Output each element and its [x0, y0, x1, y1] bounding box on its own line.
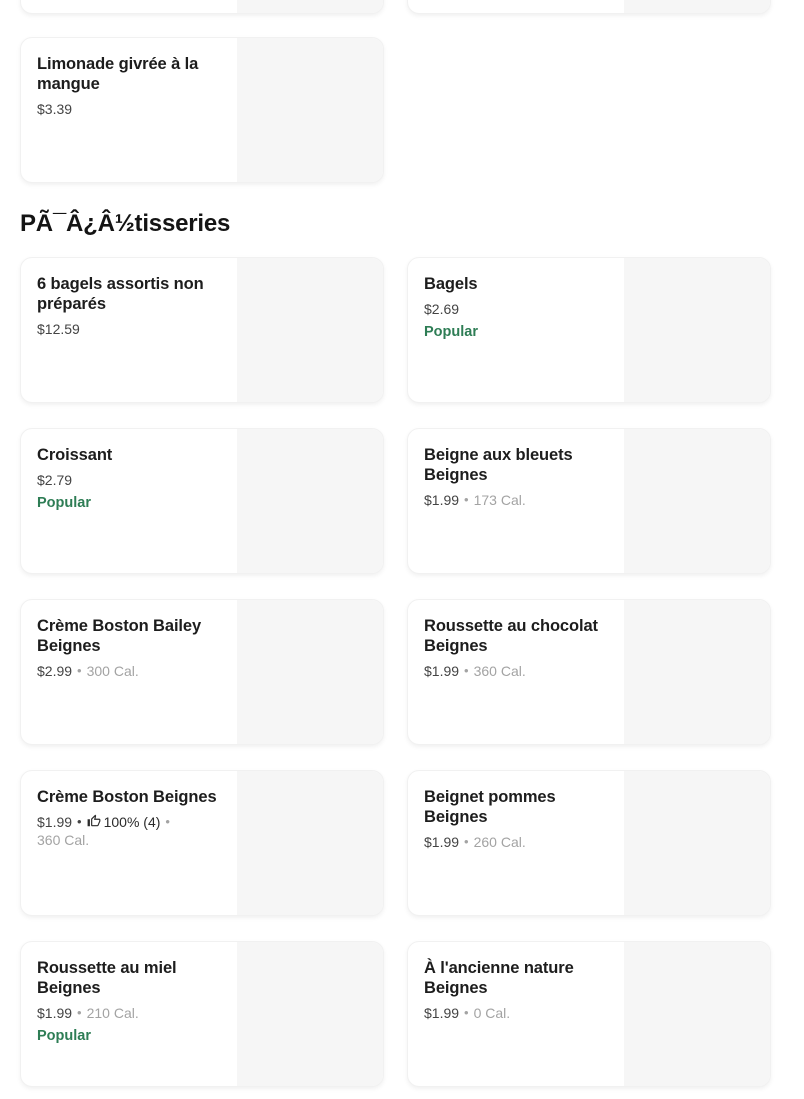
item-meta [37, 320, 225, 338]
item-image-placeholder [624, 600, 770, 744]
item-title: Limonade givrée à la mangue [37, 55, 199, 93]
partial-card-body [21, 0, 237, 13]
separator-dot: • [464, 1005, 469, 1020]
item-title: 6 bagels assortis non préparés [37, 275, 204, 313]
menu-item-card[interactable] [407, 257, 771, 403]
menu-item-card[interactable] [20, 599, 384, 745]
menu-item-body [21, 942, 237, 1086]
menu-item-card[interactable] [20, 428, 384, 574]
item-calories: 300 Cal. [86, 663, 139, 679]
menu-item-card[interactable] [20, 770, 384, 916]
item-title: Crème Boston Beignes [37, 788, 217, 806]
popular-badge: Popular [37, 495, 91, 511]
separator-dot: • [77, 1005, 82, 1020]
item-title: Roussette au miel Beignes [37, 959, 177, 997]
item-meta [37, 813, 225, 849]
item-calories: 210 Cal. [86, 1005, 139, 1021]
item-meta [424, 491, 612, 509]
item-price: $2.69 [424, 301, 460, 317]
item-image-placeholder [237, 429, 383, 573]
menu-item-body [21, 600, 237, 744]
item-meta [424, 1004, 612, 1022]
menu-item-body [21, 38, 237, 182]
item-meta [37, 471, 225, 489]
item-price: $12.59 [37, 321, 80, 337]
menu-item-body [21, 258, 237, 402]
item-price: $1.99 [37, 814, 73, 830]
menu-item-body [21, 771, 237, 915]
item-title: Crème Boston Bailey Beignes [37, 617, 202, 655]
partial-card[interactable] [20, 0, 384, 14]
item-calories: 173 Cal. [473, 492, 526, 508]
separator-dot: • [77, 663, 82, 678]
item-image-placeholder [237, 600, 383, 744]
menu-item-card[interactable] [20, 37, 384, 183]
menu-item-card[interactable] [407, 428, 771, 574]
item-image-placeholder [624, 258, 770, 402]
section-title: PÃ¯Â¿Â½tisseries [20, 210, 231, 237]
item-calories: 260 Cal. [473, 834, 526, 850]
item-title: Beignet pommes Beignes [424, 788, 556, 826]
menu-item-card[interactable] [407, 599, 771, 745]
menu-item-body [21, 429, 237, 573]
item-price: $2.99 [37, 663, 73, 679]
popular-badge: Popular [424, 324, 478, 340]
item-title: Bagels [424, 275, 478, 293]
item-image-placeholder [624, 942, 770, 1086]
partial-card-body [408, 0, 624, 13]
item-meta [424, 833, 612, 851]
separator-dot: • [464, 492, 469, 507]
menu-item-card[interactable] [407, 770, 771, 916]
item-meta [37, 1004, 225, 1022]
menu-item-body [408, 258, 624, 402]
item-calories: 360 Cal. [473, 663, 526, 679]
menu-item-body [408, 942, 624, 1086]
item-price: $1.99 [424, 834, 460, 850]
item-title: Roussette au chocolat Beignes [424, 617, 598, 655]
item-meta [37, 100, 225, 118]
menu-item-body [408, 771, 624, 915]
item-image-placeholder [237, 942, 383, 1086]
item-calories: 0 Cal. [473, 1005, 511, 1021]
item-image-placeholder [237, 258, 383, 402]
menu-item-card[interactable] [407, 941, 771, 1087]
item-rating-text: 100% (4) [103, 814, 161, 830]
separator-dot: • [464, 834, 469, 849]
separator-dot: • [77, 814, 82, 829]
menu-item-card[interactable] [20, 941, 384, 1087]
featured-card-container [20, 37, 384, 183]
item-meta [424, 300, 612, 318]
item-image-placeholder [237, 771, 383, 915]
item-price: $1.99 [424, 663, 460, 679]
thumbs-up-icon [87, 814, 101, 828]
item-price: $1.99 [37, 1005, 73, 1021]
item-title: Croissant [37, 446, 113, 464]
item-image-placeholder [624, 771, 770, 915]
separator-dot: • [464, 663, 469, 678]
item-image-placeholder [624, 0, 770, 13]
item-price: $2.79 [37, 472, 73, 488]
separator-dot: • [165, 814, 170, 829]
menu-item-body [408, 429, 624, 573]
partial-card-row [20, 0, 771, 14]
menu-item-body [408, 600, 624, 744]
item-price: $3.39 [37, 101, 73, 117]
menu-item-card[interactable] [20, 257, 384, 403]
item-title: À l'ancienne nature Beignes [424, 959, 574, 997]
menu-grid [20, 257, 771, 1087]
item-calories: 360 Cal. [37, 832, 90, 848]
item-meta [37, 662, 225, 680]
popular-badge: Popular [37, 1028, 91, 1044]
item-image-placeholder [624, 429, 770, 573]
item-rating [87, 813, 161, 831]
item-price: $1.99 [424, 492, 460, 508]
item-price: $1.99 [424, 1005, 460, 1021]
item-title: Beigne aux bleuets Beignes [424, 446, 573, 484]
partial-card[interactable] [407, 0, 771, 14]
item-image-placeholder [237, 38, 383, 182]
item-image-placeholder [237, 0, 383, 13]
item-meta [424, 662, 612, 680]
